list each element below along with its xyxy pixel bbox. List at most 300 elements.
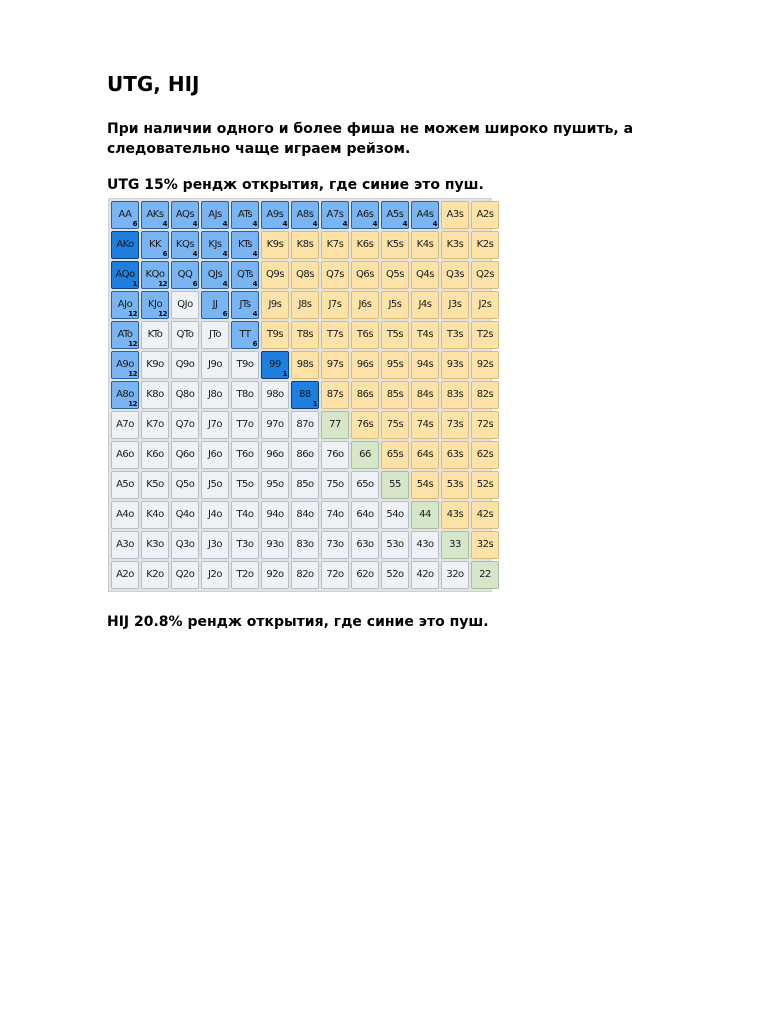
- hand-cell-q9o[interactable]: [171, 351, 199, 379]
- hand-cell-64o[interactable]: [351, 501, 379, 529]
- hand-cell-54s[interactable]: [411, 471, 439, 499]
- hand-cell-87o[interactable]: [291, 411, 319, 439]
- hand-cell-54o[interactable]: [381, 501, 409, 529]
- hand-label: KJs: [208, 238, 222, 250]
- hand-label: KJo: [147, 298, 163, 310]
- intro-paragraph: При наличии одного и более фиша не можем широко пушить, а следовательно чаще играем рейзом.: [107, 121, 634, 157]
- hand-label: Q3o: [175, 538, 195, 550]
- hand-cell-t8o[interactable]: [231, 381, 259, 409]
- hand-label: J8s: [298, 298, 312, 310]
- hand-cell-j5o[interactable]: [201, 471, 229, 499]
- hand-cell-kjs[interactable]: [201, 231, 229, 259]
- hand-cell-a6s[interactable]: [351, 201, 379, 229]
- hand-cell-kjo[interactable]: [141, 291, 169, 319]
- hand-cell-k8o[interactable]: [141, 381, 169, 409]
- hand-label: T9o: [236, 358, 254, 370]
- hand-cell-42o[interactable]: [411, 561, 439, 589]
- hand-cell-a9s[interactable]: [261, 201, 289, 229]
- hand-cell-98s[interactable]: [291, 351, 319, 379]
- hand-cell-j3o[interactable]: [201, 531, 229, 559]
- hand-cell-53o[interactable]: [381, 531, 409, 559]
- hand-cell-j2s[interactable]: [471, 291, 499, 319]
- hand-cell-t2s[interactable]: [471, 321, 499, 349]
- hand-cell-aqo[interactable]: [111, 261, 139, 289]
- hand-label: K3o: [146, 538, 164, 550]
- hand-label: K4o: [146, 508, 164, 520]
- hand-cell-j7o[interactable]: [201, 411, 229, 439]
- hand-label: QTo: [176, 328, 194, 340]
- hand-label: T9s: [266, 328, 284, 340]
- hand-label: 66: [359, 448, 371, 460]
- hand-cell-q3o[interactable]: [171, 531, 199, 559]
- hand-cell-95s[interactable]: [381, 351, 409, 379]
- hand-cell-84o[interactable]: [291, 501, 319, 529]
- hand-cell-87s[interactable]: [321, 381, 349, 409]
- hand-cell-t6s[interactable]: [351, 321, 379, 349]
- hand-cell-92s[interactable]: [471, 351, 499, 379]
- hand-cell-q3s[interactable]: [441, 261, 469, 289]
- combo-count: 12: [128, 310, 137, 318]
- hand-cell-q7s[interactable]: [321, 261, 349, 289]
- hand-cell-73o[interactable]: [321, 531, 349, 559]
- hand-label: J4o: [208, 508, 222, 520]
- hand-cell-k9s[interactable]: [261, 231, 289, 259]
- hand-cell-j6s[interactable]: [351, 291, 379, 319]
- hand-cell-aa[interactable]: [111, 201, 139, 229]
- hand-cell-a7s[interactable]: [321, 201, 349, 229]
- hand-cell-63o[interactable]: [351, 531, 379, 559]
- hand-cell-kqs[interactable]: [171, 231, 199, 259]
- hand-label: J8o: [208, 388, 222, 400]
- hand-cell-a6o[interactable]: [111, 441, 139, 469]
- hand-cell-aks[interactable]: [141, 201, 169, 229]
- hand-cell-jto[interactable]: [201, 321, 229, 349]
- hij-range-heading: HIJ 20.8% рендж открытия, где синие это пуш.: [107, 614, 489, 630]
- hand-label: J2o: [208, 568, 222, 580]
- hand-cell-q6o[interactable]: [171, 441, 199, 469]
- combo-count: 4: [252, 250, 257, 258]
- hand-cell-t3o[interactable]: [231, 531, 259, 559]
- hand-cell-q2o[interactable]: [171, 561, 199, 589]
- hand-label: Q8o: [175, 388, 195, 400]
- hand-cell-t4o[interactable]: [231, 501, 259, 529]
- hand-cell-a3s[interactable]: [441, 201, 469, 229]
- hand-label: KTo: [147, 328, 163, 340]
- hand-label: 83o: [296, 538, 314, 550]
- hand-cell-97o[interactable]: [261, 411, 289, 439]
- hand-cell-75o[interactable]: [321, 471, 349, 499]
- hand-cell-96o[interactable]: [261, 441, 289, 469]
- combo-count: 6: [192, 280, 197, 288]
- hand-cell-t2o[interactable]: [231, 561, 259, 589]
- hand-cell-q4s[interactable]: [411, 261, 439, 289]
- hand-cell-qjs[interactable]: [201, 261, 229, 289]
- hand-cell-33[interactable]: [441, 531, 469, 559]
- hand-label: 85s: [386, 388, 404, 400]
- hand-cell-83s[interactable]: [441, 381, 469, 409]
- hand-label: A4s: [416, 208, 434, 220]
- hand-cell-a4s[interactable]: [411, 201, 439, 229]
- hand-cell-j9s[interactable]: [261, 291, 289, 319]
- hand-label: T4s: [416, 328, 434, 340]
- combo-count: 4: [162, 220, 167, 228]
- hand-label: QQ: [177, 268, 193, 280]
- hand-label: K9o: [146, 358, 164, 370]
- hand-cell-j5s[interactable]: [381, 291, 409, 319]
- hand-cell-52s[interactable]: [471, 471, 499, 499]
- hand-cell-44[interactable]: [411, 501, 439, 529]
- hand-cell-88[interactable]: [291, 381, 319, 409]
- hand-label: 73s: [446, 418, 464, 430]
- hand-cell-jts[interactable]: [231, 291, 259, 319]
- hand-cell-k7o[interactable]: [141, 411, 169, 439]
- hand-cell-k3o[interactable]: [141, 531, 169, 559]
- hand-label: A7s: [326, 208, 344, 220]
- page-title: UTG, HIJ: [107, 72, 200, 96]
- hand-cell-76o[interactable]: [321, 441, 349, 469]
- combo-count: 4: [402, 220, 407, 228]
- hand-cell-84s[interactable]: [411, 381, 439, 409]
- hand-label: 87o: [296, 418, 314, 430]
- combo-count: 12: [158, 280, 167, 288]
- hand-cell-t8s[interactable]: [291, 321, 319, 349]
- combo-count: 4: [252, 220, 257, 228]
- hand-cell-k8s[interactable]: [291, 231, 319, 259]
- hand-cell-jj[interactable]: [201, 291, 229, 319]
- hand-label: 77: [329, 418, 341, 430]
- hand-label: K6o: [146, 448, 164, 460]
- hand-cell-55[interactable]: [381, 471, 409, 499]
- hand-label: T7s: [326, 328, 344, 340]
- hand-label: A8o: [116, 388, 134, 400]
- hand-cell-32s[interactable]: [471, 531, 499, 559]
- hand-label: A2o: [116, 568, 134, 580]
- hand-cell-kk[interactable]: [141, 231, 169, 259]
- hand-cell-qjo[interactable]: [171, 291, 199, 319]
- hand-cell-t9s[interactable]: [261, 321, 289, 349]
- hand-cell-a2s[interactable]: [471, 201, 499, 229]
- hand-label: Q5s: [386, 268, 404, 280]
- hand-label: T8o: [236, 388, 254, 400]
- hand-label: 98s: [296, 358, 314, 370]
- hand-label: Q6s: [356, 268, 374, 280]
- hand-label: 83s: [446, 388, 464, 400]
- hand-label: 82s: [476, 388, 494, 400]
- hand-label: 65s: [386, 448, 404, 460]
- hand-label: 63s: [446, 448, 464, 460]
- hand-cell-q8s[interactable]: [291, 261, 319, 289]
- hand-label: KTs: [238, 238, 252, 250]
- hand-label: Q7o: [175, 418, 195, 430]
- hand-label: 93s: [446, 358, 464, 370]
- hand-cell-tt[interactable]: [231, 321, 259, 349]
- hand-label: A2s: [476, 208, 494, 220]
- hand-label: T6o: [236, 448, 254, 460]
- hand-label: 32o: [446, 568, 464, 580]
- hand-cell-k2s[interactable]: [471, 231, 499, 259]
- hand-cell-43o[interactable]: [411, 531, 439, 559]
- hand-label: AKo: [116, 238, 134, 250]
- hand-cell-65s[interactable]: [381, 441, 409, 469]
- hand-cell-q8o[interactable]: [171, 381, 199, 409]
- hand-label: J5s: [388, 298, 402, 310]
- hand-label: 65o: [356, 478, 374, 490]
- hand-cell-82o[interactable]: [291, 561, 319, 589]
- combo-count: 12: [128, 370, 137, 378]
- hand-label: 54s: [416, 478, 434, 490]
- hand-label: 74o: [326, 508, 344, 520]
- hand-cell-k4o[interactable]: [141, 501, 169, 529]
- hand-cell-94s[interactable]: [411, 351, 439, 379]
- hand-cell-j2o[interactable]: [201, 561, 229, 589]
- hand-cell-66[interactable]: [351, 441, 379, 469]
- hand-label: 62o: [356, 568, 374, 580]
- hand-label: 96o: [266, 448, 284, 460]
- hand-label: K7o: [146, 418, 164, 430]
- hand-label: T5s: [386, 328, 404, 340]
- hand-cell-93o[interactable]: [261, 531, 289, 559]
- hand-cell-43s[interactable]: [441, 501, 469, 529]
- hand-cell-32o[interactable]: [441, 561, 469, 589]
- hand-cell-93s[interactable]: [441, 351, 469, 379]
- hand-label: 88: [299, 388, 311, 400]
- hand-cell-a4o[interactable]: [111, 501, 139, 529]
- hand-label: T2o: [236, 568, 254, 580]
- hand-label: 72s: [476, 418, 494, 430]
- combo-count: 6: [132, 220, 137, 228]
- hand-cell-q9s[interactable]: [261, 261, 289, 289]
- hand-cell-72o[interactable]: [321, 561, 349, 589]
- hand-cell-q5s[interactable]: [381, 261, 409, 289]
- hand-cell-j6o[interactable]: [201, 441, 229, 469]
- combo-count: 4: [222, 250, 227, 258]
- hand-cell-42s[interactable]: [471, 501, 499, 529]
- hand-label: 73o: [326, 538, 344, 550]
- hand-cell-a5o[interactable]: [111, 471, 139, 499]
- hand-cell-a8s[interactable]: [291, 201, 319, 229]
- hand-label: J3s: [448, 298, 462, 310]
- hand-label: TT: [239, 328, 251, 340]
- hand-label: ATs: [237, 208, 253, 220]
- hand-label: 76o: [326, 448, 344, 460]
- hand-label: A5s: [386, 208, 404, 220]
- hand-cell-k6s[interactable]: [351, 231, 379, 259]
- combo-count: 4: [282, 220, 287, 228]
- hand-cell-k2o[interactable]: [141, 561, 169, 589]
- hand-cell-85o[interactable]: [291, 471, 319, 499]
- hand-label: 32s: [476, 538, 494, 550]
- combo-count: 12: [128, 400, 137, 408]
- hand-cell-k4s[interactable]: [411, 231, 439, 259]
- hand-label: T2s: [476, 328, 494, 340]
- hand-label: QJs: [207, 268, 223, 280]
- hand-cell-82s[interactable]: [471, 381, 499, 409]
- hand-label: T7o: [236, 418, 254, 430]
- hand-cell-86s[interactable]: [351, 381, 379, 409]
- hand-cell-63s[interactable]: [441, 441, 469, 469]
- hand-cell-j8s[interactable]: [291, 291, 319, 319]
- hand-label: 95s: [386, 358, 404, 370]
- hand-cell-qto[interactable]: [171, 321, 199, 349]
- hand-cell-97s[interactable]: [321, 351, 349, 379]
- hand-cell-t6o[interactable]: [231, 441, 259, 469]
- hand-cell-53s[interactable]: [441, 471, 469, 499]
- hand-cell-95o[interactable]: [261, 471, 289, 499]
- hand-cell-aqs[interactable]: [171, 201, 199, 229]
- hand-cell-j4s[interactable]: [411, 291, 439, 319]
- hand-label: K7s: [326, 238, 344, 250]
- combo-count: 4: [342, 220, 347, 228]
- hand-label: 63o: [356, 538, 374, 550]
- hand-cell-j8o[interactable]: [201, 381, 229, 409]
- hand-label: 97s: [326, 358, 344, 370]
- hand-cell-ako[interactable]: [111, 231, 139, 259]
- hand-label: JJ: [212, 298, 218, 310]
- hand-label: J9s: [268, 298, 282, 310]
- hand-label: 93o: [266, 538, 284, 550]
- hand-cell-t3s[interactable]: [441, 321, 469, 349]
- hand-cell-ajs[interactable]: [201, 201, 229, 229]
- hand-cell-k3s[interactable]: [441, 231, 469, 259]
- hand-cell-k9o[interactable]: [141, 351, 169, 379]
- hand-cell-ats[interactable]: [231, 201, 259, 229]
- hand-cell-k6o[interactable]: [141, 441, 169, 469]
- hand-label: JTs: [239, 298, 251, 310]
- hand-cell-t7s[interactable]: [321, 321, 349, 349]
- hand-cell-ajo[interactable]: [111, 291, 139, 319]
- hand-cell-86o[interactable]: [291, 441, 319, 469]
- hand-label: AJo: [117, 298, 133, 310]
- utg-range-grid: [108, 198, 492, 592]
- hand-cell-96s[interactable]: [351, 351, 379, 379]
- hand-label: T4o: [236, 508, 254, 520]
- combo-count: 12: [158, 310, 167, 318]
- hand-label: 53o: [386, 538, 404, 550]
- hand-label: 85o: [296, 478, 314, 490]
- hand-label: 33: [449, 538, 461, 550]
- hand-label: K3s: [446, 238, 464, 250]
- hand-cell-qq[interactable]: [171, 261, 199, 289]
- combo-count: 4: [372, 220, 377, 228]
- hand-label: T8s: [296, 328, 314, 340]
- hand-cell-j4o[interactable]: [201, 501, 229, 529]
- combo-count: 6: [222, 310, 227, 318]
- hand-label: Q8s: [296, 268, 314, 280]
- hand-cell-74o[interactable]: [321, 501, 349, 529]
- hand-label: J5o: [208, 478, 222, 490]
- hand-cell-t5s[interactable]: [381, 321, 409, 349]
- hand-cell-94o[interactable]: [261, 501, 289, 529]
- hand-cell-t5o[interactable]: [231, 471, 259, 499]
- hand-cell-64s[interactable]: [411, 441, 439, 469]
- hand-cell-a9o[interactable]: [111, 351, 139, 379]
- hand-label: 97o: [266, 418, 284, 430]
- hand-cell-a2o[interactable]: [111, 561, 139, 589]
- combo-count: 4: [432, 220, 437, 228]
- hand-cell-q6s[interactable]: [351, 261, 379, 289]
- hand-label: 74s: [416, 418, 434, 430]
- hand-cell-22[interactable]: [471, 561, 499, 589]
- hand-label: Q2o: [175, 568, 195, 580]
- combo-count: 4: [192, 220, 197, 228]
- hand-cell-a3o[interactable]: [111, 531, 139, 559]
- hand-cell-t7o[interactable]: [231, 411, 259, 439]
- hand-label: AA: [118, 208, 132, 220]
- hand-label: Q4o: [175, 508, 195, 520]
- hand-cell-65o[interactable]: [351, 471, 379, 499]
- hand-cell-k5o[interactable]: [141, 471, 169, 499]
- hand-cell-j7s[interactable]: [321, 291, 349, 319]
- hand-label: Q5o: [175, 478, 195, 490]
- hand-cell-k5s[interactable]: [381, 231, 409, 259]
- hand-label: 94s: [416, 358, 434, 370]
- hand-label: Q2s: [476, 268, 494, 280]
- hand-label: J6s: [358, 298, 372, 310]
- hand-label: JTo: [209, 328, 221, 340]
- hand-cell-98o[interactable]: [261, 381, 289, 409]
- combo-count: 6: [162, 250, 167, 258]
- hand-cell-a5s[interactable]: [381, 201, 409, 229]
- hand-cell-a7o[interactable]: [111, 411, 139, 439]
- hand-cell-q7o[interactable]: [171, 411, 199, 439]
- hand-label: 92s: [476, 358, 494, 370]
- hand-label: A6o: [116, 448, 134, 460]
- hand-cell-kqo[interactable]: [141, 261, 169, 289]
- hand-cell-a8o[interactable]: [111, 381, 139, 409]
- hand-label: 55: [389, 478, 401, 490]
- hand-cell-74s[interactable]: [411, 411, 439, 439]
- hand-cell-t9o[interactable]: [231, 351, 259, 379]
- hand-label: 42o: [416, 568, 434, 580]
- hand-label: ATo: [117, 328, 133, 340]
- hand-label: J7o: [208, 418, 222, 430]
- hand-cell-j3s[interactable]: [441, 291, 469, 319]
- hand-cell-62o[interactable]: [351, 561, 379, 589]
- hand-cell-73s[interactable]: [441, 411, 469, 439]
- hand-cell-j9o[interactable]: [201, 351, 229, 379]
- hand-cell-t4s[interactable]: [411, 321, 439, 349]
- hand-cell-52o[interactable]: [381, 561, 409, 589]
- hand-label: 82o: [296, 568, 314, 580]
- combo-count: 4: [222, 280, 227, 288]
- hand-label: K4s: [416, 238, 434, 250]
- hand-cell-qts[interactable]: [231, 261, 259, 289]
- hand-cell-72s[interactable]: [471, 411, 499, 439]
- hand-cell-92o[interactable]: [261, 561, 289, 589]
- hand-cell-q5o[interactable]: [171, 471, 199, 499]
- hand-cell-kto[interactable]: [141, 321, 169, 349]
- hand-cell-ato[interactable]: [111, 321, 139, 349]
- hand-cell-83o[interactable]: [291, 531, 319, 559]
- hand-cell-q4o[interactable]: [171, 501, 199, 529]
- hand-cell-85s[interactable]: [381, 381, 409, 409]
- hand-label: A3o: [116, 538, 134, 550]
- hand-label: A9o: [116, 358, 134, 370]
- hand-cell-k7s[interactable]: [321, 231, 349, 259]
- hand-cell-75s[interactable]: [381, 411, 409, 439]
- hand-cell-77[interactable]: [321, 411, 349, 439]
- hand-cell-99[interactable]: [261, 351, 289, 379]
- hand-cell-76s[interactable]: [351, 411, 379, 439]
- combo-count: 4: [192, 250, 197, 258]
- hand-cell-kts[interactable]: [231, 231, 259, 259]
- hand-cell-q2s[interactable]: [471, 261, 499, 289]
- hand-label: Q9o: [175, 358, 195, 370]
- hand-cell-62s[interactable]: [471, 441, 499, 469]
- hand-label: 44: [419, 508, 431, 520]
- hand-label: KK: [148, 238, 162, 250]
- hand-label: 87s: [326, 388, 344, 400]
